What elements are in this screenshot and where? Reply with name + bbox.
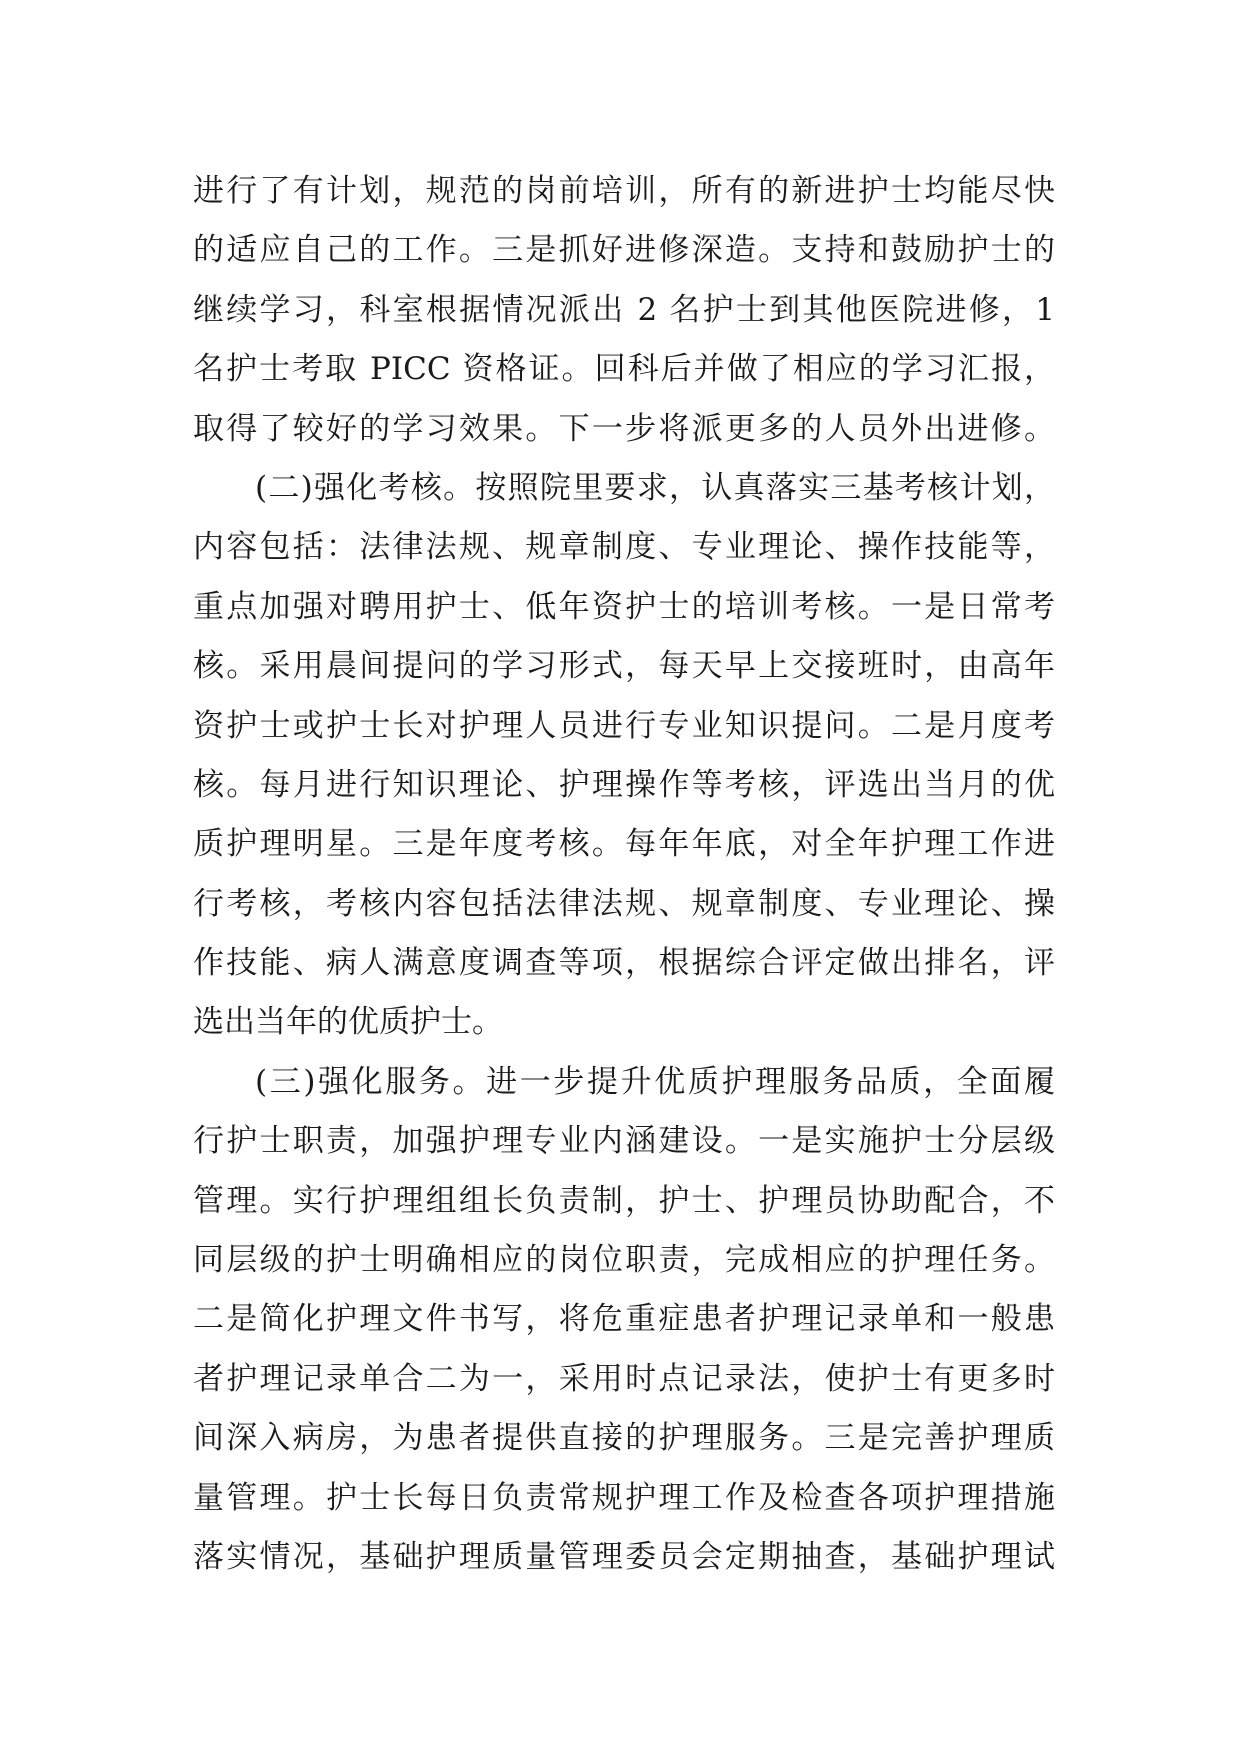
text-line: 二是简化护理文件书写，将危重症患者护理记录单和一般患: [193, 1301, 1055, 1338]
text-line: 进行了有计划，规范的岗前培训，所有的新进护士均能尽快: [193, 173, 1055, 209]
text-line: 核。每月进行知识理论、护理操作等考核，评选出当月的优: [193, 766, 1055, 803]
text-line: 选出当年的优质护士。: [193, 1004, 503, 1041]
text-line: 质护理明星。三是年度考核。每年年底，对全年护理工作进: [193, 826, 1055, 863]
text-line: 间深入病房，为患者提供直接的护理服务。三是完善护理质: [193, 1420, 1055, 1457]
text-line: 管理。实行护理组组长负责制，护士、护理员协助配合，不: [193, 1182, 1055, 1219]
text-line: 名护士考取 PICC 资格证。回科后并做了相应的学习汇报，: [193, 351, 1055, 388]
text-line: 者护理记录单合二为一，采用时点记录法，使护士有更多时: [193, 1360, 1055, 1397]
text-line: 的适应自己的工作。三是抓好进修深造。支持和鼓励护士的: [193, 232, 1055, 269]
text-line: 重点加强对聘用护士、低年资护士的培训考核。一是日常考: [193, 588, 1055, 625]
text-line: 落实情况，基础护理质量管理委员会定期抽查，基础护理试: [193, 1538, 1055, 1575]
text-line: 量管理。护士长每日负责常规护理工作及检查各项护理措施: [193, 1479, 1055, 1516]
section-heading-line: (二)强化考核。按照院里要求，认真落实三基考核计划，: [255, 469, 1055, 506]
text-line: 作技能、病人满意度调查等项，根据综合评定做出排名，评: [193, 945, 1055, 982]
section-heading-line: (三)强化服务。进一步提升优质护理服务品质，全面履: [255, 1063, 1055, 1100]
text-line: 行护士职责，加强护理专业内涵建设。一是实施护士分层级: [193, 1123, 1055, 1160]
text-line: 核。采用晨间提问的学习形式，每天早上交接班时，由高年: [193, 648, 1055, 685]
text-line: 行考核，考核内容包括法律法规、规章制度、专业理论、操: [193, 885, 1055, 922]
text-line: 内容包括：法律法规、规章制度、专业理论、操作技能等，: [193, 529, 1055, 566]
text-line: 继续学习，科室根据情况派出 2 名护士到其他医院进修，1: [193, 291, 1055, 328]
text-line: 取得了较好的学习效果。下一步将派更多的人员外出进修。: [193, 410, 1055, 447]
text-line: 资护士或护士长对护理人员进行专业知识提问。二是月度考: [193, 707, 1055, 744]
text-line: 同层级的护士明确相应的岗位职责，完成相应的护理任务。: [193, 1242, 1055, 1279]
body-text: [193, 162, 1055, 1587]
